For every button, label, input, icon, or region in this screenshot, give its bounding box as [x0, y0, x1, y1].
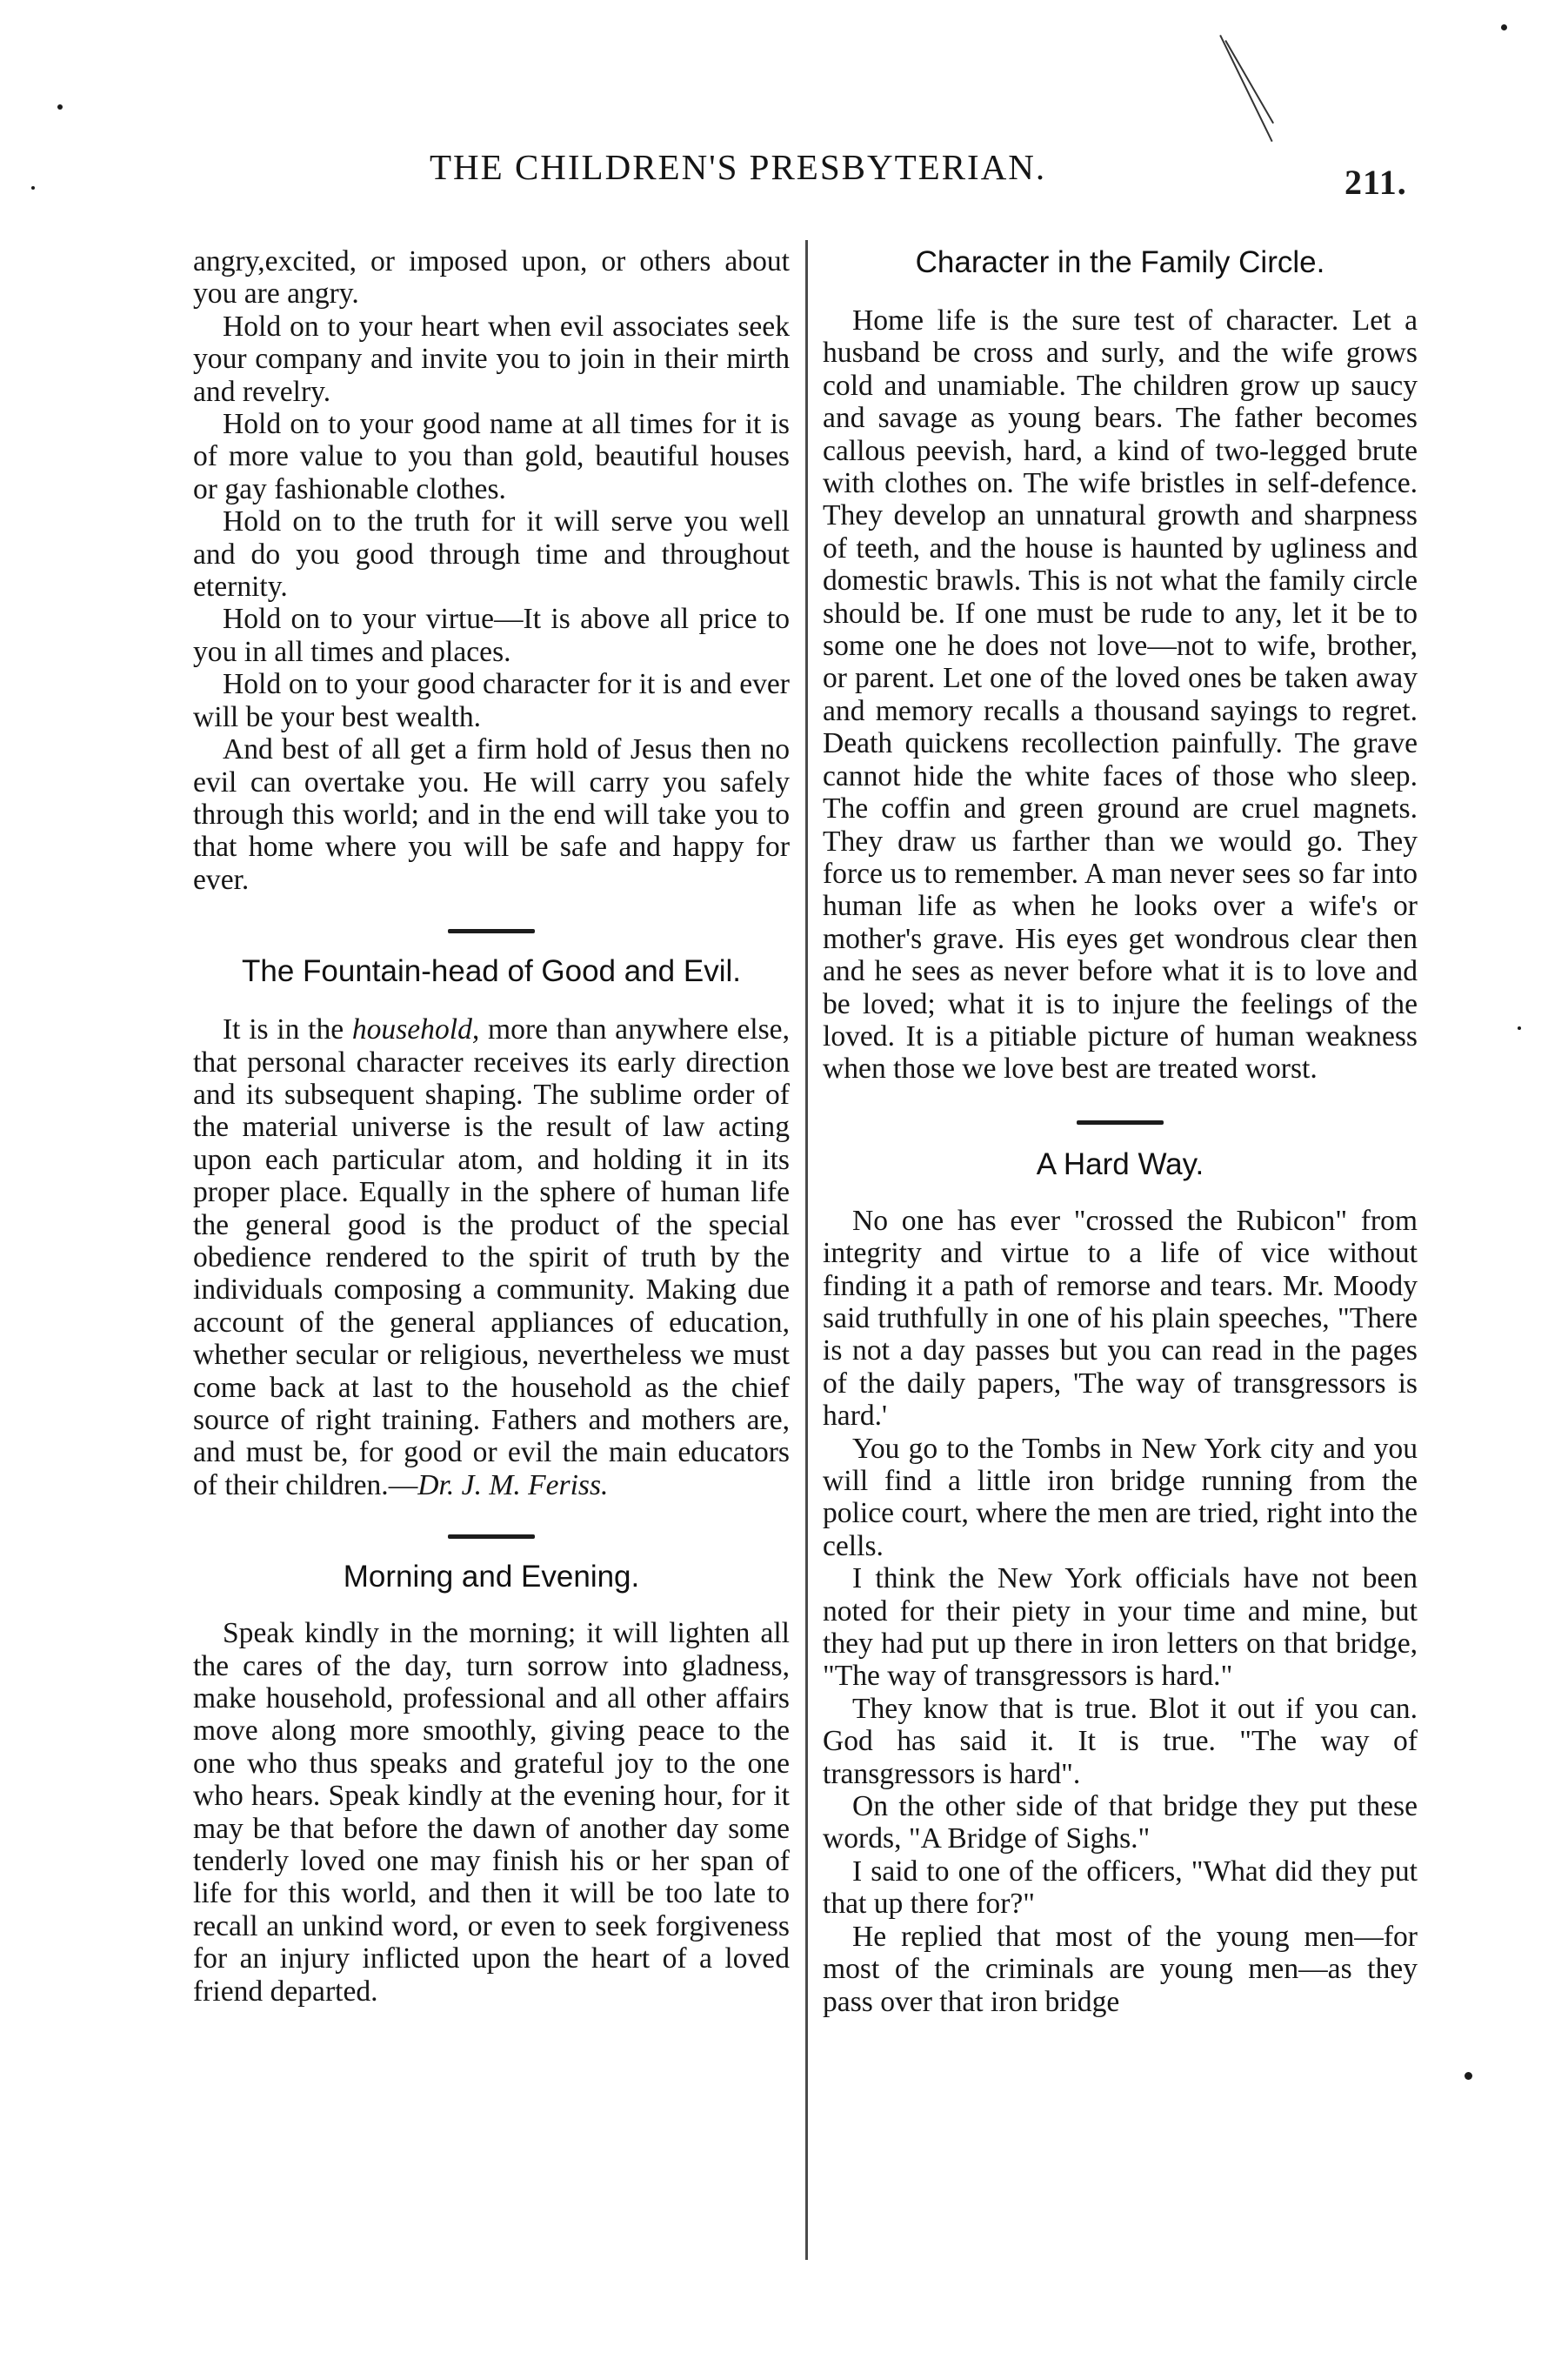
article-title: Character in the Family Circle.	[915, 245, 1325, 279]
paragraph	[193, 1013, 790, 1501]
paragraph: Speak kindly in the morning; it will lighten all the cares of the day, turn sorrow into gladness, make household, professional and all other affairs move along more smoothly, giving peace to the one who thus speaks and grateful joy to the one who hears. Speak kindly at the evening hour, for it may be that before the dawn of another day some tenderly loved one may finish his or her span of life for this world, and then it will be too late to recall an unkind word, or even to seek forgiveness for an injury inflicted upon the heart of a loved friend departed.	[193, 1617, 790, 2008]
scan-speck	[57, 104, 63, 110]
scan-speck	[1501, 24, 1507, 30]
paragraph: No one has ever "crossed the Rubicon" from integrity and virtue to a life of vice without finding it a path of remorse and tears. Mr. Moody said truthfully in one of his plain speeches, "There is not a day passes but you can read in the pages of the daily papers, 'The way of transgressors is hard.'	[823, 1204, 1418, 1433]
paragraph: He replied that most of the young men—for most of the criminals are young men—as they pass over that iron bridge	[823, 1920, 1418, 2018]
scan-speck	[1465, 2072, 1472, 2080]
right-column	[823, 245, 1418, 2018]
emphasis: household,	[351, 1013, 480, 1046]
text-run: more than anywhere else, that personal character receives its early direction and its subsequent shaping. The sublime order of the material universe is the result of law acting upon each particular atom, and holding it in its proper place. Equally in the sphere of human life the general good is the product of the special obedience rendered to the spirit of truth by the individuals composing a community. Making due account of the general appliances of education, whether secular or religious, nevertheless we must come back at last to the household as the chief source of right training. Fathers and mothers are, and must be, for good or evil the main educators of their children.—	[193, 1013, 790, 1501]
running-title: THE CHILDREN'S PRESBYTERIAN.	[430, 147, 1047, 187]
scan-speck	[31, 186, 35, 190]
paragraph: Home life is the sure test of character. Let a husband be cross and surly, and the wife grows cold and unamiable. The children grow up saucy and savage as young bears. The father becomes callous peevish, hard, a kind of two-legged brute with clothes on. The wife bristles in self-defence. They develop an unnatural growth and sharpness of teeth, and the house is haunted by ugliness and domestic brawls. This is not what the family circle should be. If one must be rude to any, let it be to some one he does not love—not to wife, brother, or parent. Let one of the loved ones be taken away and memory recalls a thousand sayings to regret. Death quickens recollection painfully. The grave cannot hide the white faces of those who sleep. The coffin and green ground are cruel magnets. They draw us farther than we would go. They force us to remember. A man never sees so far into human life as when he looks over a wife's or mother's grave. His eyes get wondrous clear then and he sees as never before what it is to love and be loved; what it is to injure the feelings of the loved. It is a pitiable picture of human weakness when those we love best are treated worst.	[823, 304, 1418, 1086]
article-title: Morning and Evening.	[343, 1560, 640, 1594]
paragraph: Hold on to your good name at all times for it is of more value to you than gold, beautiful houses or gay fashionable clothes.	[193, 408, 790, 505]
scan-speck	[1518, 1026, 1521, 1030]
page-number: 211.	[1344, 163, 1407, 202]
paragraph: And best of all get a firm hold of Jesus then no evil can overtake you. He will carry you safely through this world; and in the end will take you to that home where you will be safe and happy for ever.	[193, 733, 790, 896]
left-column	[193, 245, 790, 2008]
paragraph: Hold on to your heart when evil associates seek your company and invite you to join in their mirth and revelry.	[193, 310, 790, 408]
article-title: A Hard Way.	[1036, 1146, 1204, 1181]
paragraph: Hold on to the truth for it will serve you well and do you good through time and throughout eternity.	[193, 505, 790, 604]
paragraph: I said to one of the officers, "What did they put that up there for?"	[823, 1855, 1418, 1921]
column-divider	[805, 240, 808, 2260]
paragraph: Hold on to your virtue—It is above all price to you in all times and places.	[193, 603, 790, 668]
scan-stroke	[1219, 35, 1272, 142]
paragraph: On the other side of that bridge they put these words, "A Bridge of Sighs."	[823, 1790, 1418, 1855]
paragraph: Hold on to your good character for it is and ever will be your best wealth.	[193, 668, 790, 733]
text-run: It is in the	[223, 1013, 352, 1046]
scan-stroke	[1224, 40, 1274, 124]
paragraph: You go to the Tombs in New York city and you will find a little iron bridge running from the police court, where the men are tried, right into the cells.	[823, 1432, 1418, 1562]
attribution: Dr. J. M. Feriss.	[417, 1468, 609, 1501]
article-title: The Fountain-head of Good and Evil.	[242, 954, 741, 989]
paragraph: I think the New York officials have not been noted for their piety in your time and mine, but they had put up there in iron letters on that bridge, "The way of transgressors is hard."	[823, 1562, 1418, 1693]
paragraph: angry,excited, or imposed upon, or others about you are angry.	[193, 245, 790, 311]
paragraph: They know that is true. Blot it out if you can. God has said it. It is true. "The way of transgressors is hard".	[823, 1692, 1418, 1790]
